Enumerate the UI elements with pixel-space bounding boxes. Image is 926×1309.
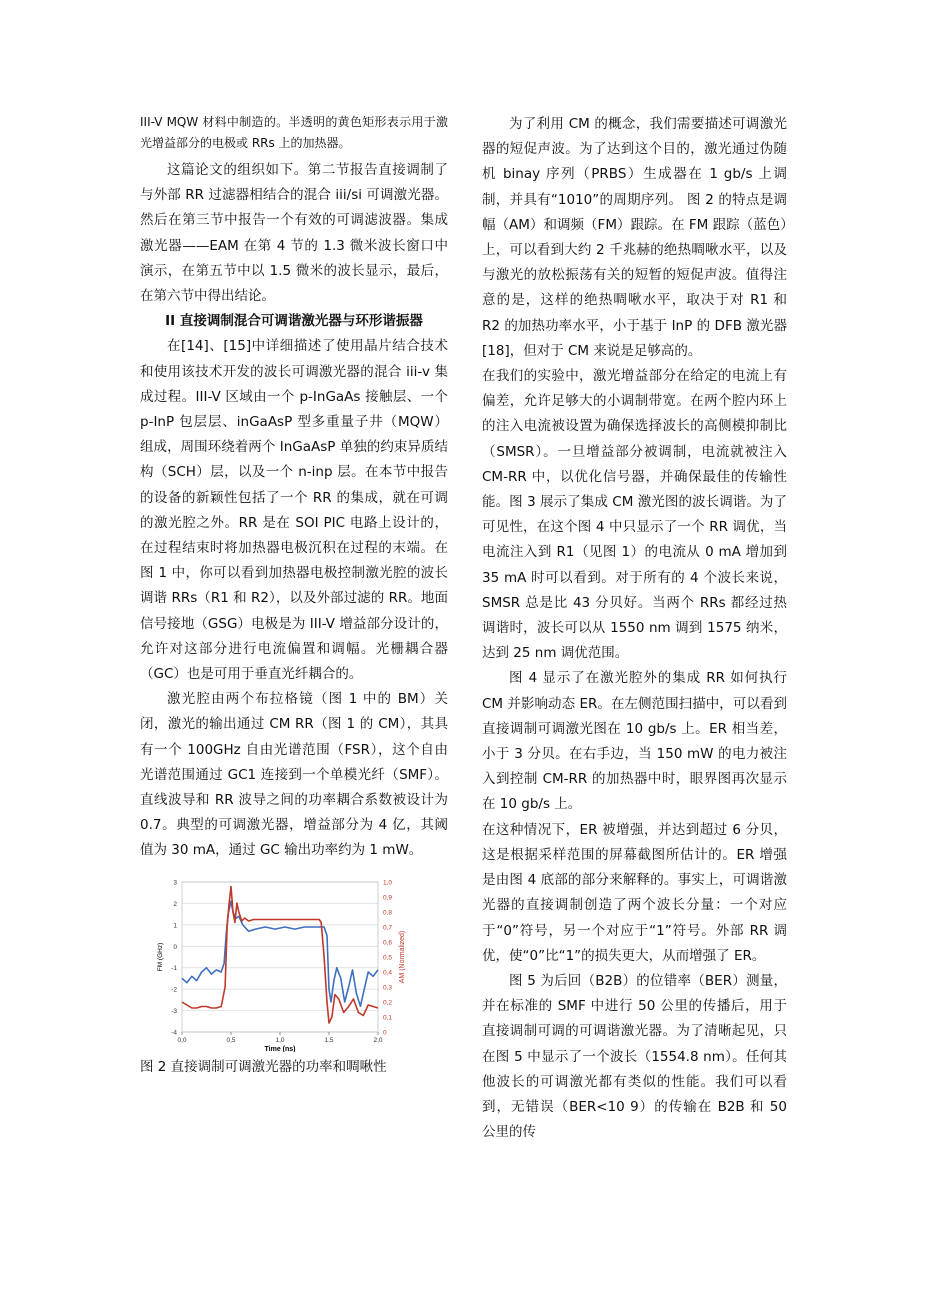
x-tick-label: 0,5 bbox=[226, 1036, 236, 1044]
x-tick-label: 1,5 bbox=[324, 1036, 334, 1044]
paragraph-er: 图 4 显示了在激光腔外的集成 RR 如何执行 CM 并影响动态 ER。在左侧范围扫描中，可以看到直接调制可调激光图在 10 gb/s 上。ER 相当差，小于 3 分贝。在右手边，当 150 mW 的电力被注入到控制 CM-RR 的加热器中时，眼界图再次显示在 10 gb/s 上。 bbox=[482, 670, 787, 813]
left-tick-label: 0 bbox=[173, 943, 177, 951]
figure2-caption: 图 2 直接调制可调激光器的功率和啁啾性 bbox=[140, 1058, 387, 1075]
right-column bbox=[482, 112, 787, 1145]
paragraph-organization: 这篇论文的组织如下。第二节报告直接调制了与外部 RR 过滤器相结合的混合 iii/si 可调激光器。然后在第三节中报告一个有效的可调滤波器。集成激光器——EAM 在第 4 节的 1.3 微米波长窗口中演示，在第五节中以 1.5 微米的波长显示，最后，在第六节中得出结论。 bbox=[140, 162, 448, 305]
x-tick-label: 1,0 bbox=[275, 1036, 285, 1044]
x-tick-label: 2,0 bbox=[373, 1036, 383, 1044]
left-tick-label: 1 bbox=[173, 922, 177, 930]
right-axis-label: AM (Normalized) bbox=[399, 930, 406, 983]
section-heading: II 直接调制混合可调谐激光器与环形谐振器 bbox=[165, 313, 423, 330]
right-tick-label: 0 bbox=[383, 1029, 387, 1037]
left-axis-ticks bbox=[171, 879, 177, 1036]
chart-series bbox=[182, 886, 378, 1023]
plot-frame bbox=[182, 882, 378, 1032]
right-tick-label: 1,0 bbox=[383, 879, 393, 887]
am-fm-chart bbox=[140, 874, 440, 1052]
left-tick-label: 3 bbox=[173, 879, 177, 887]
paragraph-er-enhanced: 在这种情况下，ER 被增强，并达到超过 6 分贝，这是根据采样范围的屏幕截图所估计的。ER 增强是由图 4 底部的部分来解释的。事实上，可调谐激光器的直接调制创造了两个波长分量：一个对应于“0”符号，另一个对应于“1”符号。外部 RR 调优，使“0”比“1”的损失更大，从而增强了 ER。 bbox=[482, 821, 787, 964]
paragraph-chirp: 为了利用 CM 的概念，我们需要描述可调激光器的短促声波。为了达到这个目的，激光通过伪随机 binay 序列（PRBS）生成器在 1 gb/s 上调制，并具有“1010”的周期序列。 图 2 的特点是调幅（AM）和调频（FM）跟踪。在 FM 跟踪（蓝色）上，可以看到大约 2 千兆赫的绝热啁啾水平，以及与激光的放松振荡有关的短暂的短促声波。值得注意的是，这样的绝热啁啾水平，取决于对 R1 和 R2 的加热功率水平，小于基于 InP 的 DFB 激光器[18]，但对于 CM 来说是足够高的。 bbox=[482, 116, 787, 359]
right-tick-label: 0,5 bbox=[383, 954, 393, 962]
paragraph-experiment: 在我们的实验中，激光增益部分在给定的电流上有偏差，允许足够大的小调制带宽。在两个腔内环上的注入电流被设置为确保选择波长的高侧模抑制比（SMSR）。一旦增益部分被调制，电流就被注入 CM-RR 中，以优化信号器，并确保最佳的传输性能。图 3 展示了集成 CM 激光图的波长调谐。为了可见性，在这个图 4 中只显示了一个 RR 调优，当电流注入到 R1（见图 1）的电流从 0 mA 增加到 35 mA 时可以看到。对于所有的 4 个波长来说，SMSR 总是比 43 分贝好。当两个 RRs 都经过热调谐时，波长可以从 1550 nm 调到 1575 纳米，达到 25 nm 调优范围。 bbox=[482, 368, 787, 662]
right-tick-label: 0,3 bbox=[383, 984, 393, 992]
figure1-caption-continuation: III-V MQW 材料中制造的。半透明的黄色矩形表示用于激光增益部分的电极或 RRs 上的加热器。 bbox=[140, 115, 448, 150]
left-column bbox=[140, 112, 448, 1078]
chart-grid bbox=[182, 882, 378, 1032]
right-tick-label: 0,8 bbox=[383, 909, 393, 917]
right-tick-label: 0,6 bbox=[383, 939, 393, 947]
left-tick-label: -4 bbox=[171, 1029, 177, 1037]
x-tick-label: 0,0 bbox=[177, 1036, 187, 1044]
left-tick-label: -2 bbox=[171, 986, 177, 994]
right-axis-ticks bbox=[383, 879, 392, 1036]
left-tick-label: -3 bbox=[171, 1007, 177, 1015]
left-tick-label: -1 bbox=[171, 964, 177, 972]
series-line-fm bbox=[182, 901, 378, 1006]
paragraph-laser-cavity: 激光腔由两个布拉格镜（图 1 中的 BM）关闭，激光的输出通过 CM RR（图 1 的 CM），其具有一个 100GHz 自由光谱范围（FSR），这个自由光谱范围通过 GC1 连接到一个单模光纤（SMF）。直线波导和 RR 波导之间的功率耦合系数被设计为 0.7。典型的可调激光器，增益部分为 4 亿，其阈值为 30 mA，通过 GC 输出功率约为 1 mW。 bbox=[140, 691, 448, 859]
right-tick-label: 0,4 bbox=[383, 969, 393, 977]
x-axis-ticks bbox=[177, 1032, 382, 1044]
right-tick-label: 0,1 bbox=[383, 1014, 393, 1022]
chart-axes bbox=[182, 882, 378, 1032]
right-tick-label: 0,2 bbox=[383, 999, 393, 1007]
right-tick-label: 0,7 bbox=[383, 924, 393, 932]
x-axis-label: Time (ns) bbox=[264, 1045, 296, 1052]
left-axis-label: FM (GHz) bbox=[157, 942, 164, 971]
paragraph-integration-process: 在[14]、[15]中详细描述了使用晶片结合技术和使用该技术开发的波长可调激光器的混合 iii-v 集成过程。III-V 区域由一个 p-InGaAs 接触层、一个 p-InP 包层层、inGaAsP 型多重量子井（MQW）组成，周围环绕着两个 InGaAsP 单独的约束异质结构（SCH）层，以及一个 n-inp 层。在本节中报告的设备的新颖性包括了一个 RR 的集成，就在可调的激光腔之外。RR 是在 SOI PIC 电路上设计的，在过程结束时将加热器电极沉积在过程的末端。在图 1 中，你可以看到加热器电极控制激光腔的波长调谐 RRs（R1 和 R2），以及外部过滤的 RR。地面信号接地（GSG）电极是为 III-V 增益部分设计的，允许对这部分进行电流偏置和调幅。光栅耦合器（GC）也是可用于垂直光纤耦合的。 bbox=[140, 338, 448, 683]
series-line-am bbox=[182, 886, 378, 1023]
paragraph-ber: 图 5 为后回（B2B）的位错率（BER）测量，并在标准的 SMF 中进行 50 公里的传播后，用于直接调制可调的可调谐激光器。为了清晰起见，只在图 5 中显示了一个波长（1554.8 nm）。任何其他波长的可调激光都有类似的性能。我们可以看到，无错误（BER<10 9）的传输在 B2B 和 50 公里的传 bbox=[482, 972, 787, 1141]
left-tick-label: 2 bbox=[173, 900, 177, 908]
right-tick-label: 0,9 bbox=[383, 894, 393, 902]
